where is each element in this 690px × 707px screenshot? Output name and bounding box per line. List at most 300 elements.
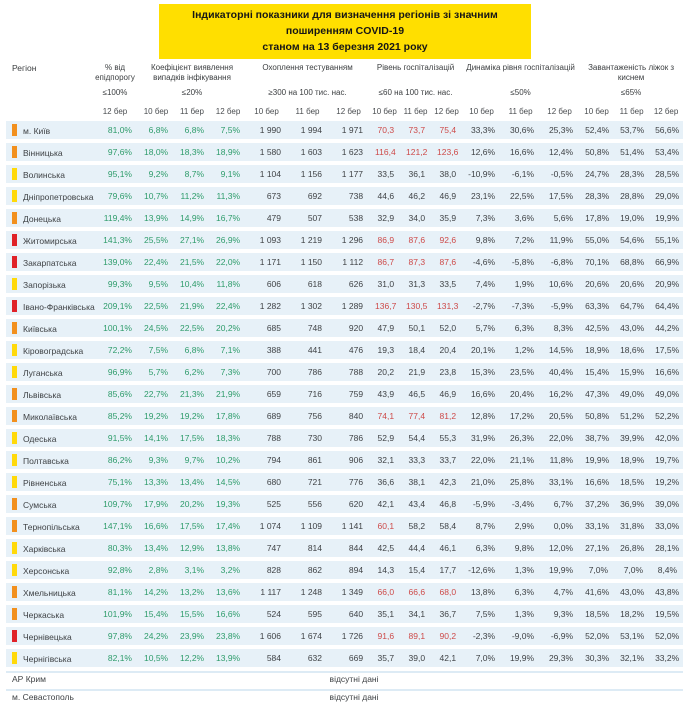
- region-name: Сумська: [23, 500, 57, 511]
- hospitalization-level-value: 42,1: [369, 495, 400, 513]
- hospitalization-dynamics-value: 40,4%: [540, 363, 579, 381]
- hospitalization-dynamics-value: 1,2%: [501, 341, 540, 359]
- testing-coverage-value: 1 296: [328, 231, 369, 249]
- table-row: [6, 319, 683, 337]
- detection-coef-value: 5,7%: [138, 363, 174, 381]
- epid-threshold-value: 100,1%: [92, 319, 138, 337]
- epid-threshold-value: 80,3%: [92, 539, 138, 557]
- hospitalization-dynamics-value: 30,6%: [501, 121, 540, 139]
- oxygen-beds-value: 43,0%: [614, 583, 649, 601]
- detection-coef-value: 11,2%: [174, 187, 210, 205]
- oxygen-beds-value: 41,6%: [579, 583, 614, 601]
- hospitalization-dynamics-value: 19,9%: [501, 649, 540, 667]
- hospitalization-level-value: 34,1: [400, 605, 431, 623]
- oxygen-beds-value: 19,2%: [649, 473, 683, 491]
- detection-coef-value: 14,9%: [174, 209, 210, 227]
- oxygen-beds-value: 50,8%: [579, 143, 614, 161]
- oxygen-beds-value: 29,0%: [649, 187, 683, 205]
- oxygen-beds-value: 38,7%: [579, 429, 614, 447]
- epid-threshold-value: 86,2%: [92, 451, 138, 469]
- testing-coverage-value: 692: [287, 187, 328, 205]
- risk-level-indicator: [12, 256, 17, 268]
- detection-coef-value: 19,3%: [210, 495, 246, 513]
- region-name: Київська: [23, 324, 57, 335]
- hospitalization-dynamics-value: 7,2%: [501, 231, 540, 249]
- no-data-note: відсутні дані: [246, 671, 462, 685]
- region-cell: [6, 473, 92, 491]
- date-label: 11 бер: [295, 107, 320, 117]
- hospitalization-level-value: 73,7: [400, 121, 431, 139]
- testing-coverage-value: 786: [287, 363, 328, 381]
- oxygen-beds-value: 55,0%: [579, 231, 614, 249]
- hospitalization-dynamics-value: 12,0%: [540, 539, 579, 557]
- detection-coef-value: 7,5%: [138, 341, 174, 359]
- threshold-label: ≤20%: [181, 88, 203, 98]
- table-row: [6, 385, 683, 403]
- table-row: [6, 275, 683, 293]
- detection-coef-value: 6,2%: [174, 363, 210, 381]
- testing-coverage-value: 1 109: [287, 517, 328, 535]
- region-name: Волинська: [23, 170, 65, 181]
- hospitalization-level-value: 47,9: [369, 319, 400, 337]
- table-header: [6, 63, 683, 117]
- testing-coverage-value: 618: [287, 275, 328, 293]
- testing-coverage-value: 788: [328, 363, 369, 381]
- testing-coverage-value: 894: [328, 561, 369, 579]
- date-label: 10 бер: [254, 107, 279, 117]
- date-label: 12 бер: [336, 107, 361, 117]
- oxygen-beds-value: 37,2%: [579, 495, 614, 513]
- epid-threshold-value: 82,1%: [92, 649, 138, 667]
- table-row: [6, 473, 683, 491]
- hospitalization-level-value: 55,3: [431, 429, 462, 447]
- testing-coverage-value: 1 674: [287, 627, 328, 645]
- hospitalization-dynamics-value: 23,5%: [501, 363, 540, 381]
- oxygen-beds-value: 18,6%: [614, 341, 649, 359]
- oxygen-beds-value: 49,0%: [649, 385, 683, 403]
- hospitalization-level-value: 54,4: [400, 429, 431, 447]
- risk-level-indicator: [12, 410, 17, 422]
- region-cell: [6, 341, 92, 359]
- hospitalization-dynamics-value: -2,7%: [462, 297, 501, 315]
- detection-coef-value: 27,1%: [174, 231, 210, 249]
- hospitalization-level-value: 17,7: [431, 561, 462, 579]
- hospitalization-level-value: 42,1: [431, 649, 462, 667]
- table-row: [6, 561, 683, 579]
- hospitalization-level-value: 46,2: [400, 187, 431, 205]
- hospitalization-dynamics-value: 12,4%: [540, 143, 579, 161]
- hospitalization-level-value: 58,4: [431, 517, 462, 535]
- detection-coef-value: 24,5%: [138, 319, 174, 337]
- hospitalization-level-value: 31,0: [369, 275, 400, 293]
- oxygen-beds-value: 16,6%: [649, 363, 683, 381]
- region-cell: [6, 385, 92, 403]
- table-row: [6, 605, 683, 623]
- region-name: м. Севастополь: [6, 689, 92, 703]
- detection-coef-value: 13,9%: [210, 649, 246, 667]
- hospitalization-level-value: 66,0: [369, 583, 400, 601]
- hospitalization-level-value: 87,6: [431, 253, 462, 271]
- detection-coef-value: 17,5%: [174, 517, 210, 535]
- hospitalization-level-value: 116,4: [369, 143, 400, 161]
- date-label: 11 бер: [508, 107, 533, 117]
- hospitalization-level-value: 33,5: [431, 275, 462, 293]
- detection-coef-value: 22,4%: [138, 253, 174, 271]
- testing-coverage-value: 1 219: [287, 231, 328, 249]
- table-row: [6, 143, 683, 161]
- region-cell: [6, 605, 92, 623]
- region-cell: [6, 649, 92, 667]
- table-row: [6, 341, 683, 359]
- testing-coverage-value: 700: [246, 363, 287, 381]
- oxygen-beds-value: 20,9%: [649, 275, 683, 293]
- detection-coef-value: 9,5%: [138, 275, 174, 293]
- hospitalization-dynamics-value: 6,3%: [501, 319, 540, 337]
- region-name: Полтавська: [23, 456, 69, 467]
- hospitalization-dynamics-value: 9,8%: [501, 539, 540, 557]
- detection-coef-value: 6,8%: [174, 121, 210, 139]
- group-header: Охоплення тестуванням: [262, 63, 353, 73]
- empty-cell: [462, 671, 683, 685]
- detection-coef-value: 8,7%: [174, 165, 210, 183]
- testing-coverage-value: 1 117: [246, 583, 287, 601]
- epid-threshold-value: 92,8%: [92, 561, 138, 579]
- oxygen-beds-value: 53,1%: [614, 627, 649, 645]
- hospitalization-dynamics-value: 9,3%: [540, 605, 579, 623]
- oxygen-beds-value: 44,2%: [649, 319, 683, 337]
- hospitalization-level-value: 68,0: [431, 583, 462, 601]
- no-data-note: відсутні дані: [246, 689, 462, 703]
- detection-coef-value: 2,8%: [138, 561, 174, 579]
- region-name: Луганська: [23, 368, 63, 379]
- oxygen-beds-value: 15,4%: [579, 363, 614, 381]
- date-label: 11 бер: [403, 107, 428, 117]
- testing-coverage-value: 1 156: [287, 165, 328, 183]
- hospitalization-level-value: 130,5: [400, 297, 431, 315]
- hospitalization-dynamics-value: -12,6%: [462, 561, 501, 579]
- date-label: 12 бер: [434, 107, 459, 117]
- region-name: Вінницька: [23, 148, 63, 159]
- oxygen-beds-value: 28,8%: [614, 187, 649, 205]
- group-header: % від епідпорогу: [95, 63, 135, 83]
- hospitalization-dynamics-value: 22,5%: [501, 187, 540, 205]
- hospitalization-level-value: 121,2: [400, 143, 431, 161]
- testing-coverage-value: 388: [246, 341, 287, 359]
- detection-coef-value: 13,3%: [138, 473, 174, 491]
- report-title-line2: станом на 13 березня 2021 року: [262, 40, 428, 53]
- testing-coverage-value: 507: [287, 209, 328, 227]
- epid-threshold-value: 81,0%: [92, 121, 138, 139]
- detection-coef-value: 14,1%: [138, 429, 174, 447]
- hospitalization-level-value: 35,7: [369, 649, 400, 667]
- date-label: 12 бер: [547, 107, 572, 117]
- oxygen-beds-value: 15,9%: [614, 363, 649, 381]
- hospitalization-dynamics-value: 19,9%: [540, 561, 579, 579]
- testing-coverage-value: 738: [328, 187, 369, 205]
- detection-coef-value: 16,6%: [210, 605, 246, 623]
- region-name: Миколаївська: [23, 412, 77, 423]
- hospitalization-dynamics-value: -5,9%: [462, 495, 501, 513]
- date-label: 12 бер: [215, 107, 241, 117]
- hospitalization-dynamics-value: 20,4%: [501, 385, 540, 403]
- hospitalization-level-value: 90,2: [431, 627, 462, 645]
- hospitalization-dynamics-value: -2,3%: [462, 627, 501, 645]
- oxygen-beds-value: 32,1%: [614, 649, 649, 667]
- hospitalization-level-value: 66,6: [400, 583, 431, 601]
- testing-coverage-value: 525: [246, 495, 287, 513]
- group-header: Коефіцієнт виявлення випадків інфікування: [150, 63, 234, 83]
- testing-coverage-value: 680: [246, 473, 287, 491]
- testing-coverage-value: 1 990: [246, 121, 287, 139]
- hospitalization-level-value: 44,4: [400, 539, 431, 557]
- testing-coverage-value: 786: [328, 429, 369, 447]
- hospitalization-dynamics-value: 7,0%: [462, 649, 501, 667]
- detection-coef-value: 19,2%: [138, 407, 174, 425]
- hospitalization-level-value: 74,1: [369, 407, 400, 425]
- region-name: Дніпропетровська: [23, 192, 94, 203]
- empty-cell: [92, 671, 246, 685]
- detection-coef-value: 13,4%: [138, 539, 174, 557]
- hospitalization-dynamics-value: 26,3%: [501, 429, 540, 447]
- oxygen-beds-value: 18,9%: [579, 341, 614, 359]
- hospitalization-level-value: 70,3: [369, 121, 400, 139]
- testing-coverage-value: 659: [246, 385, 287, 403]
- epid-threshold-value: 99,3%: [92, 275, 138, 293]
- region-name: Закарпатська: [23, 258, 77, 269]
- epid-threshold-value: 97,6%: [92, 143, 138, 161]
- detection-coef-value: 23,9%: [174, 627, 210, 645]
- risk-level-indicator: [12, 520, 17, 532]
- hospitalization-level-value: 46,9: [431, 187, 462, 205]
- hospitalization-level-value: 46,8: [431, 495, 462, 513]
- testing-coverage-value: 479: [246, 209, 287, 227]
- hospitalization-level-value: 89,1: [400, 627, 431, 645]
- hospitalization-level-value: 58,2: [400, 517, 431, 535]
- detection-coef-value: 20,2%: [210, 319, 246, 337]
- hospitalization-dynamics-value: 9,8%: [462, 231, 501, 249]
- testing-coverage-value: 1 726: [328, 627, 369, 645]
- hospitalization-dynamics-value: -4,6%: [462, 253, 501, 271]
- empty-cell: [462, 689, 683, 703]
- risk-level-indicator: [12, 234, 17, 246]
- testing-coverage-value: 524: [246, 605, 287, 623]
- testing-coverage-value: 1 282: [246, 297, 287, 315]
- hospitalization-level-value: 33,3: [400, 451, 431, 469]
- oxygen-beds-value: 17,8%: [579, 209, 614, 227]
- risk-level-indicator: [12, 652, 17, 664]
- group-header: Динаміка рівня госпіталізацій: [466, 63, 575, 73]
- hospitalization-dynamics-value: 23,1%: [462, 187, 501, 205]
- region-name: Хмельницька: [23, 588, 76, 599]
- hospitalization-level-value: 38,0: [431, 165, 462, 183]
- hospitalization-dynamics-value: 6,3%: [501, 583, 540, 601]
- hospitalization-level-value: 36,7: [431, 605, 462, 623]
- testing-coverage-value: 1 971: [328, 121, 369, 139]
- oxygen-beds-value: 68,8%: [614, 253, 649, 271]
- region-cell: [6, 451, 92, 469]
- risk-level-indicator: [12, 300, 17, 312]
- oxygen-beds-value: 18,5%: [614, 473, 649, 491]
- testing-coverage-value: 1 177: [328, 165, 369, 183]
- hospitalization-dynamics-value: 1,3%: [501, 605, 540, 623]
- testing-coverage-value: 920: [328, 319, 369, 337]
- testing-coverage-value: 794: [246, 451, 287, 469]
- oxygen-beds-value: 55,1%: [649, 231, 683, 249]
- risk-level-indicator: [12, 608, 17, 620]
- date-label: 10 бер: [143, 107, 169, 117]
- table-row: [6, 165, 683, 183]
- hospitalization-dynamics-value: -6,1%: [501, 165, 540, 183]
- hospitalization-level-value: 123,6: [431, 143, 462, 161]
- date-label: 12 бер: [102, 107, 128, 117]
- date-label: 10 бер: [372, 107, 397, 117]
- hospitalization-dynamics-value: 5,7%: [462, 319, 501, 337]
- hospitalization-level-value: 136,7: [369, 297, 400, 315]
- risk-level-indicator: [12, 366, 17, 378]
- epid-threshold-value: 109,7%: [92, 495, 138, 513]
- region-cell: [6, 275, 92, 293]
- detection-coef-value: 17,9%: [138, 495, 174, 513]
- oxygen-beds-value: 31,8%: [614, 517, 649, 535]
- hospitalization-level-value: 87,3: [400, 253, 431, 271]
- testing-coverage-value: 1 141: [328, 517, 369, 535]
- testing-coverage-value: 776: [328, 473, 369, 491]
- detection-coef-value: 3,2%: [210, 561, 246, 579]
- risk-level-indicator: [12, 124, 17, 136]
- hospitalization-dynamics-value: 20,1%: [462, 341, 501, 359]
- table-row: [6, 451, 683, 469]
- oxygen-beds-value: 51,2%: [614, 407, 649, 425]
- oxygen-beds-value: 28,5%: [649, 165, 683, 183]
- group-header: Рівень госпіталізацій: [376, 63, 455, 73]
- detection-coef-value: 23,8%: [210, 627, 246, 645]
- hospitalization-dynamics-value: 31,9%: [462, 429, 501, 447]
- hospitalization-level-value: 92,6: [431, 231, 462, 249]
- threshold-label: ≤60 на 100 тис. нас.: [378, 88, 453, 98]
- risk-level-indicator: [12, 190, 17, 202]
- table-row: [6, 363, 683, 381]
- detection-coef-value: 3,1%: [174, 561, 210, 579]
- region-cell: [6, 187, 92, 205]
- hospitalization-level-value: 32,9: [369, 209, 400, 227]
- threshold-label: ≤50%: [510, 88, 531, 98]
- risk-level-indicator: [12, 586, 17, 598]
- table-row: [6, 209, 683, 227]
- epid-threshold-value: 72,2%: [92, 341, 138, 359]
- testing-coverage-value: 759: [328, 385, 369, 403]
- region-column-header: Регіон: [12, 63, 37, 74]
- hospitalization-dynamics-value: -0,5%: [540, 165, 579, 183]
- oxygen-beds-value: 47,3%: [579, 385, 614, 403]
- oxygen-beds-value: 19,7%: [649, 451, 683, 469]
- header-date-row: [6, 102, 683, 117]
- hospitalization-level-value: 14,3: [369, 561, 400, 579]
- epid-threshold-value: 91,5%: [92, 429, 138, 447]
- table-row: [6, 649, 683, 667]
- detection-coef-value: 18,9%: [210, 143, 246, 161]
- testing-coverage-value: 669: [328, 649, 369, 667]
- hospitalization-level-value: 31,3: [400, 275, 431, 293]
- oxygen-beds-value: 19,5%: [649, 605, 683, 623]
- testing-coverage-value: 626: [328, 275, 369, 293]
- hospitalization-dynamics-value: 22,0%: [462, 451, 501, 469]
- hospitalization-dynamics-value: 8,7%: [462, 517, 501, 535]
- region-name: Харківська: [23, 544, 66, 555]
- testing-coverage-value: 556: [287, 495, 328, 513]
- table-row-no-data: [6, 689, 683, 703]
- region-cell: [6, 539, 92, 557]
- testing-coverage-value: 862: [287, 561, 328, 579]
- detection-coef-value: 21,5%: [174, 253, 210, 271]
- table-row: [6, 495, 683, 513]
- hospitalization-level-value: 35,1: [369, 605, 400, 623]
- region-cell: [6, 253, 92, 271]
- detection-coef-value: 18,3%: [210, 429, 246, 447]
- region-cell: [6, 143, 92, 161]
- oxygen-beds-value: 42,5%: [579, 319, 614, 337]
- risk-level-indicator: [12, 388, 17, 400]
- detection-coef-value: 7,3%: [210, 363, 246, 381]
- hospitalization-dynamics-value: 1,3%: [501, 561, 540, 579]
- detection-coef-value: 22,5%: [174, 319, 210, 337]
- epid-threshold-value: 81,1%: [92, 583, 138, 601]
- epid-threshold-value: 95,1%: [92, 165, 138, 183]
- oxygen-beds-value: 51,4%: [614, 143, 649, 161]
- oxygen-beds-value: 18,9%: [614, 451, 649, 469]
- oxygen-beds-value: 18,2%: [614, 605, 649, 623]
- detection-coef-value: 11,8%: [210, 275, 246, 293]
- hospitalization-dynamics-value: 22,0%: [540, 429, 579, 447]
- oxygen-beds-value: 7,0%: [579, 561, 614, 579]
- region-cell: [6, 231, 92, 249]
- hospitalization-level-value: 21,9: [400, 363, 431, 381]
- threshold-label: ≤100%: [102, 88, 128, 98]
- epid-threshold-value: 139,0%: [92, 253, 138, 271]
- testing-coverage-value: 1 994: [287, 121, 328, 139]
- risk-level-indicator: [12, 168, 17, 180]
- region-name: м. Київ: [23, 126, 51, 137]
- detection-coef-value: 19,2%: [174, 407, 210, 425]
- risk-level-indicator: [12, 542, 17, 554]
- oxygen-beds-value: 24,7%: [579, 165, 614, 183]
- detection-coef-value: 13,2%: [174, 583, 210, 601]
- epid-threshold-value: 79,6%: [92, 187, 138, 205]
- oxygen-beds-value: 28,3%: [579, 187, 614, 205]
- testing-coverage-value: 721: [287, 473, 328, 491]
- hospitalization-dynamics-value: 4,7%: [540, 583, 579, 601]
- hospitalization-dynamics-value: 12,6%: [462, 143, 501, 161]
- detection-coef-value: 11,3%: [210, 187, 246, 205]
- region-cell: [6, 583, 92, 601]
- detection-coef-value: 26,9%: [210, 231, 246, 249]
- region-name: АР Крим: [6, 671, 92, 685]
- detection-coef-value: 15,5%: [174, 605, 210, 623]
- hospitalization-level-value: 39,0: [400, 649, 431, 667]
- oxygen-beds-value: 8,4%: [649, 561, 683, 579]
- detection-coef-value: 18,3%: [174, 143, 210, 161]
- table-row: [6, 407, 683, 425]
- report-title: [159, 4, 531, 59]
- date-label: 10 бер: [584, 107, 609, 117]
- hospitalization-level-value: 87,6: [400, 231, 431, 249]
- date-label: 12 бер: [653, 107, 679, 117]
- hospitalization-level-value: 43,4: [400, 495, 431, 513]
- oxygen-beds-value: 19,0%: [614, 209, 649, 227]
- risk-level-indicator: [12, 322, 17, 334]
- detection-coef-value: 6,8%: [174, 341, 210, 359]
- hospitalization-dynamics-value: 21,1%: [501, 451, 540, 469]
- hospitalization-level-value: 36,1: [400, 165, 431, 183]
